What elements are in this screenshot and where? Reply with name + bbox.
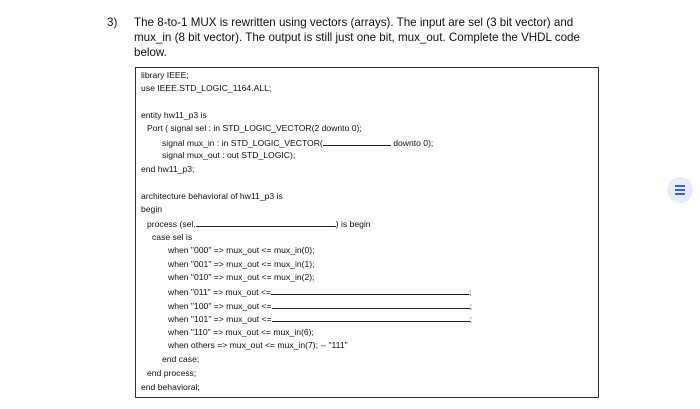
- code-semicolon: ;: [469, 301, 472, 311]
- code-line-when-010: when "010" => mux_out <= mux_in(2);: [168, 272, 315, 282]
- code-text-downto: downto 0);: [393, 138, 434, 148]
- code-box: [135, 67, 599, 398]
- code-text-is-begin: ) is begin: [335, 219, 371, 229]
- answer-blank-sensitivity[interactable]: [196, 218, 336, 227]
- code-line-end-process: end process;: [147, 368, 197, 378]
- code-line-when-110: when "110" => mux_out <= mux_in(6);: [168, 327, 314, 337]
- code-semicolon: ;: [469, 314, 472, 324]
- code-line-library: library IEEE;: [141, 70, 189, 80]
- code-text-process: process (sel,: [147, 219, 196, 229]
- question-text: The 8-to-1 MUX is rewritten using vectors (arrays). The input are sel (3 bit vector) and mux_in (8 bit vector). The output is still just one bit, mux_out. Complete the VHDL code below.: [134, 16, 580, 59]
- code-line-when-100: [168, 300, 472, 312]
- code-line-entity: entity hw11_p3 is: [141, 110, 207, 120]
- code-line-when-011: [168, 286, 471, 298]
- code-line-when-000: when "000" => mux_out <= mux_in(0);: [168, 245, 315, 255]
- code-line-end-entity: end hw11_p3;: [141, 164, 195, 174]
- code-line-port-mux-out: signal mux_out : out STD_LOGIC);: [162, 150, 296, 160]
- answer-blank-when-100[interactable]: [272, 300, 470, 309]
- code-text-when-100: when "100" => mux_out <=: [168, 301, 272, 311]
- code-line-begin: begin: [141, 204, 163, 214]
- answer-blank-mux-in-width[interactable]: [323, 137, 391, 146]
- menu-button[interactable]: [667, 177, 693, 203]
- code-line-case: case sel is: [152, 232, 193, 242]
- code-line-end-case: end case;: [162, 354, 200, 364]
- question-number: 3): [107, 16, 118, 29]
- code-line-when-others: when others => mux_out <= mux_in(7); -- "111": [168, 340, 348, 350]
- code-line-when-001: when "001" => mux_out <= mux_in(1);: [168, 259, 315, 269]
- code-line-port-sel: Port ( signal sel : in STD_LOGIC_VECTOR(2 downto 0);: [147, 123, 362, 133]
- code-text-mux-in: signal mux_in : in STD_LOGIC_VECTOR(: [162, 138, 323, 148]
- menu-icon-bar-bottom: [675, 193, 685, 195]
- code-line-process: [147, 218, 371, 230]
- menu-icon-bar-top: [675, 185, 685, 187]
- code-semicolon: ;: [468, 287, 472, 297]
- code-text-when-011: when "011" => mux_out <=: [168, 287, 271, 297]
- code-line-port-mux-in: [162, 137, 433, 149]
- code-line-end-behavioral: end behavioral;: [141, 382, 200, 392]
- code-text-when-101: when "101" => mux_out <=: [168, 314, 272, 324]
- answer-blank-when-011[interactable]: [271, 286, 472, 297]
- menu-icon-bar-middle: [675, 189, 685, 191]
- code-line-use: use IEEE.STD_LOGIC_1164.ALL;: [141, 83, 272, 93]
- code-line-when-101: [168, 313, 472, 325]
- answer-blank-when-101[interactable]: [272, 313, 470, 322]
- code-line-architecture: architecture behavioral of hw11_p3 is: [141, 191, 283, 201]
